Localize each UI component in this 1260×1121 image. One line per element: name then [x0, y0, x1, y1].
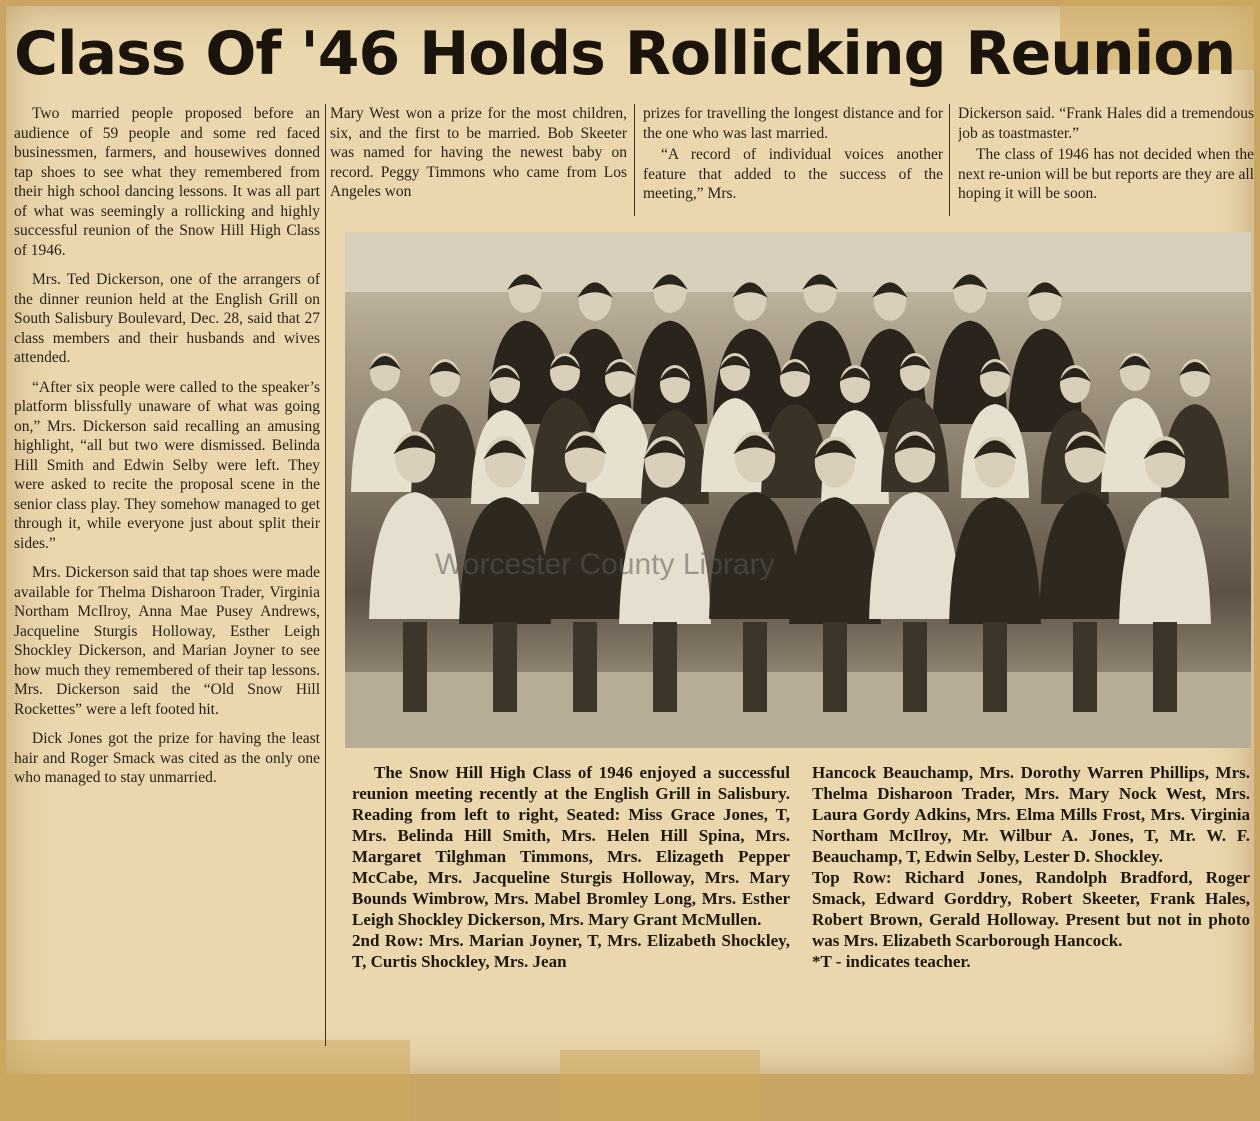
caption-paragraph: *T - indicates teacher.	[812, 952, 971, 971]
caption-paragraph: The Snow Hill High Class of 1946 enjoyed a successful reunion meeting recently at the English Grill in Salisbury. Reading from left to right, Seated: Miss Grace Jones, T, Mrs. Belinda Hill Smith, Mrs. Helen Hill Spina, Mrs. Margaret Tilghman Timmons, Mrs. Elizageth Pepper McCabe, Mrs. Jacqueline Sturgis Holloway, Mrs. Mary Bounds Wimbrow, Mrs. Mabel Bromley Long, Mrs. Esther Leigh Shockley Dickerson, Mrs. Mary Grant McMullen.	[352, 763, 790, 929]
article-paragraph: Mrs. Dickerson said that tap shoes were made available for Thelma Disharoon Trader, Virginia Northam McIlroy, Anna Mae Pusey Andrews, Jacqueline Sturgis Holloway, Esther Leigh Shockley Dickerson, and Marian Joyner to see how much they remembered of their tap lessons. Mrs. Dickerson said the “Old Snow Hill Rockettes” were a left footed hit.	[14, 564, 320, 718]
seated-person-legs	[743, 622, 767, 712]
article-paragraph: “After six people were called to the speaker’s platform blissfully unaware of what was going on,” Mrs. Dickerson said recalling an amusing highlight, “all but two were dismissed. Belinda Hill Smith and Edwin Selby were left. They were asked to recite the proposal scene in the senior class play. They somehow managed to get through it, while everyone just about split their sides.”	[14, 378, 320, 552]
column-rule	[949, 104, 950, 216]
tape-bottom-middle	[560, 1050, 760, 1121]
library-watermark: Worcester County Library	[435, 548, 775, 581]
seated-row-person	[949, 436, 1041, 624]
photo-caption-left	[352, 762, 790, 1050]
seated-person-legs	[1073, 622, 1097, 712]
article-paragraph: Dick Jones got the prize for having the least hair and Roger Smack was cited as the only one who managed to stay unmarried.	[14, 730, 320, 786]
seated-person-legs	[403, 622, 427, 712]
article-paragraph: The class of 1946 has not decided when the next re-union will be but reports are they are all hoping it will be soon.	[958, 146, 1254, 202]
top-row-person	[933, 271, 1008, 424]
column-rule	[634, 104, 635, 216]
article-column-4	[958, 104, 1254, 224]
seated-person-legs	[653, 622, 677, 712]
column-rule	[325, 104, 326, 1046]
seated-person-legs	[493, 622, 517, 712]
caption-paragraph: Top Row: Richard Jones, Randolph Bradford, Roger Smack, Edward Gorddry, Robert Skeeter, Frank Hales, Robert Brown, Gerald Holloway. Present but not in photo was Mrs. Elizabeth Scarborough Hancock.	[812, 868, 1250, 950]
headline: Class Of '46 Holds Rollicking Reunion	[14, 19, 1236, 89]
seated-person-legs	[983, 622, 1007, 712]
caption-paragraph: Hancock Beauchamp, Mrs. Dorothy Warren Phillips, Mrs. Thelma Disharoon Trader, Mrs. Mary Nock West, Mrs. Laura Gordy Adkins, Mrs. Elma Mills Frost, Mrs. Virginia Northam McIlroy, Mr. Wilbur A. Jones, T, Mr. W. F. Beauchamp, T, Edwin Selby, Lester D. Shockley.	[812, 763, 1250, 866]
article-column-3	[643, 104, 943, 224]
seated-person-legs	[1153, 622, 1177, 712]
article-paragraph: prizes for travelling the longest distance and for the one who was last married.	[643, 105, 943, 142]
seated-person-legs	[573, 622, 597, 712]
article-column-1	[14, 104, 320, 1046]
article-paragraph: Mrs. Ted Dickerson, one of the arrangers of the dinner reunion held at the English Grill on South Salisbury Boulevard, Dec. 28, said that 27 class members and their husbands and wives attended.	[14, 271, 320, 366]
article-paragraph: Dickerson said. “Frank Hales did a tremendous job as toastmaster.”	[958, 105, 1254, 142]
article-paragraph: Two married people proposed before an audience of 59 people and some red faced businessmen, farmers, and housewives donned tap shoes to see what they remembered from their high school dancing lessons. It was all part of what was seemingly a rollicking and highly successful reunion of the Snow Hill High Class of 1946.	[14, 105, 320, 259]
photo-caption-right	[812, 762, 1250, 1050]
article-paragraph: “A record of individual voices another feature that added to the success of the meeting,” Mrs.	[643, 146, 943, 202]
group-photo	[345, 232, 1251, 748]
tape-bottom-left	[0, 1040, 410, 1121]
article-paragraph: Mary West won a prize for the most children, six, and the first to be married. Bob Skeeter was named for having the newest baby on record. Peggy Timmons who came from Los Angeles won	[330, 105, 627, 200]
top-row-person	[1008, 279, 1083, 432]
top-row-person	[783, 271, 858, 424]
seated-person-legs	[903, 622, 927, 712]
caption-paragraph: 2nd Row: Mrs. Marian Joyner, T, Mrs. Elizabeth Shockley, T, Curtis Shockley, Mrs. Jean	[352, 931, 790, 971]
photo-curtain	[345, 232, 1251, 292]
article-column-2	[330, 104, 627, 224]
photo-floor	[345, 672, 1251, 748]
group-photo-illustration	[345, 232, 1251, 748]
seated-person-legs	[823, 622, 847, 712]
